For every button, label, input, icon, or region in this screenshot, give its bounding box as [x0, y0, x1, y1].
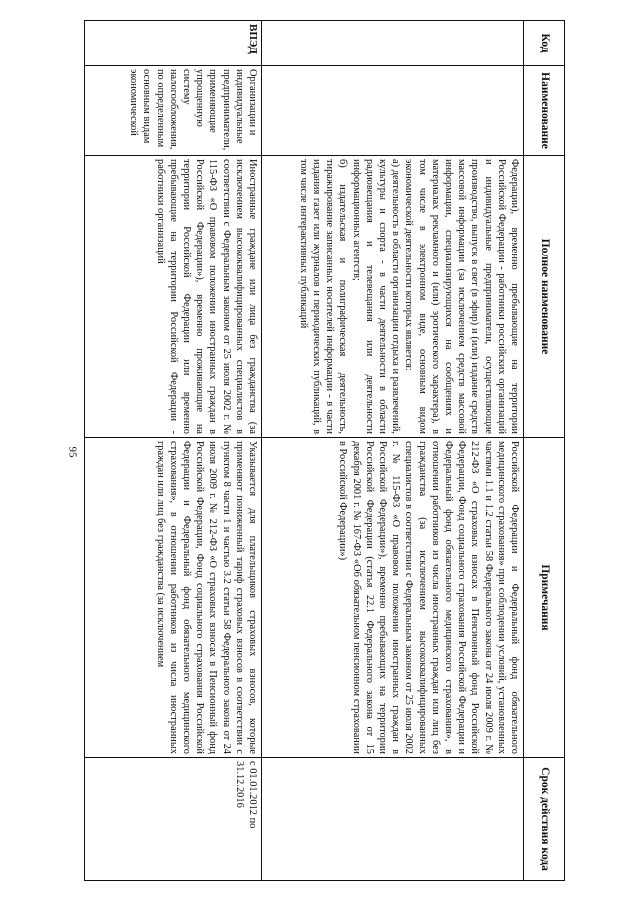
rotated-page-content [84, 20, 565, 880]
row-code: ВПЭД [85, 21, 262, 66]
row-full-name [85, 156, 262, 438]
row-notes: Указывается для плательщиков страховых взносов, которые применяют пониженный тариф страховых взносов в соответствии с пунктом 8 части 1 и частью 3.2 статьи 58 Федерального закона от 24 июля 2009 г. № 212-ФЗ «О страховых взносах в Пенсионный фонд Российской Федерации, Фонд социального страхования Российской Федерации и Федеральный фонд обязательного медицинского страхования», в отношении работников из числа иностранных граждан или лиц без гражданства (за исключением [85, 438, 262, 758]
page-number: 95 [66, 446, 79, 458]
header-full-name: Полное наименование [524, 156, 565, 438]
row-term [262, 758, 524, 881]
table-header-row [524, 21, 565, 881]
header-code: Код [524, 21, 565, 66]
full-name-paragraph: Иностранные граждане или лица без гражданства (за исключением высококвалифицированных специалистов в соответствии с Федеральным законом от 25 июля 2002 г. № 115-ФЗ «О правовом положении иностранных граждан в Российской Федерации»), временно проживающие на территории Российской Федерации или временно пребывающие на территории Российской Федерации - работники организаций [154, 159, 258, 434]
table-row [262, 21, 524, 881]
row-name [262, 66, 524, 156]
table-row [85, 21, 262, 881]
header-notes: Примечания [524, 438, 565, 758]
row-notes: Российской Федерации и Федеральный фонд обязательного медицинского страхования» при соблюдении условий, установленных частями 1.1 и 1.2 статьи 58 Федерального закона от 24 июля 2009 г. № 212-ФЗ «О страховых взносах в Пенсионный фонд Российской Федерации, Фонд социального страхования Российской Федерации и Федеральный фонд обязательного медицинского страхования», в отношении работников из числа иностранных граждан или лиц без гражданства (за исключением высококвалифицированных специалистов в соответствии с Федеральным законом от 25 июля 2002 г. № 115-ФЗ «О правовом положении иностранных граждан в Российской Федерации»), временно пребывающих на территории Российской Федерации (статья 22.1 Федерального закона от 15 декабря 2001 г. № 167-ФЗ «Об обязательном пенсионном страховании в Российской Федерации») [262, 438, 524, 758]
row-full-name [262, 156, 524, 438]
full-name-paragraph: а) деятельность в области организации отдыха и развлечений, культуры и спорта - в части деятельности в области радиовещания и телевещания или деятельности информационных агентств; [350, 159, 402, 434]
row-code [262, 21, 524, 66]
full-name-paragraph: б) издательская и полиграфическая деятельность, тиражирование записанных носителей информации - в части издания газет или журналов и периодических публикаций, в том числе интерактивных публикаций [297, 159, 349, 434]
full-name-paragraph: Федерации), временно пребывающие на территории Российской Федерации - работники российских организаций и индивидуальные предприниматели, осуществляющие производство, выпуск в свет (в эфир) и (или) издание средств массовой информации (за исключением средств массовой информации, специализирующихся на сообщениях и материалах рекламного и (или) эротического характера), в том числе в электронном виде, основным видом экономической деятельности которых является: [403, 159, 520, 434]
codes-table [84, 20, 565, 881]
header-term: Срок действия кода [524, 758, 565, 881]
header-name: Наименование [524, 66, 565, 156]
row-term: с 01.01.2012 по 31.12.2016 [85, 758, 262, 881]
row-name: Организации и индивидуальные предприниматели, применяющие упрощенную систему налогообложения, по определенным основным видам экономической [85, 66, 262, 156]
